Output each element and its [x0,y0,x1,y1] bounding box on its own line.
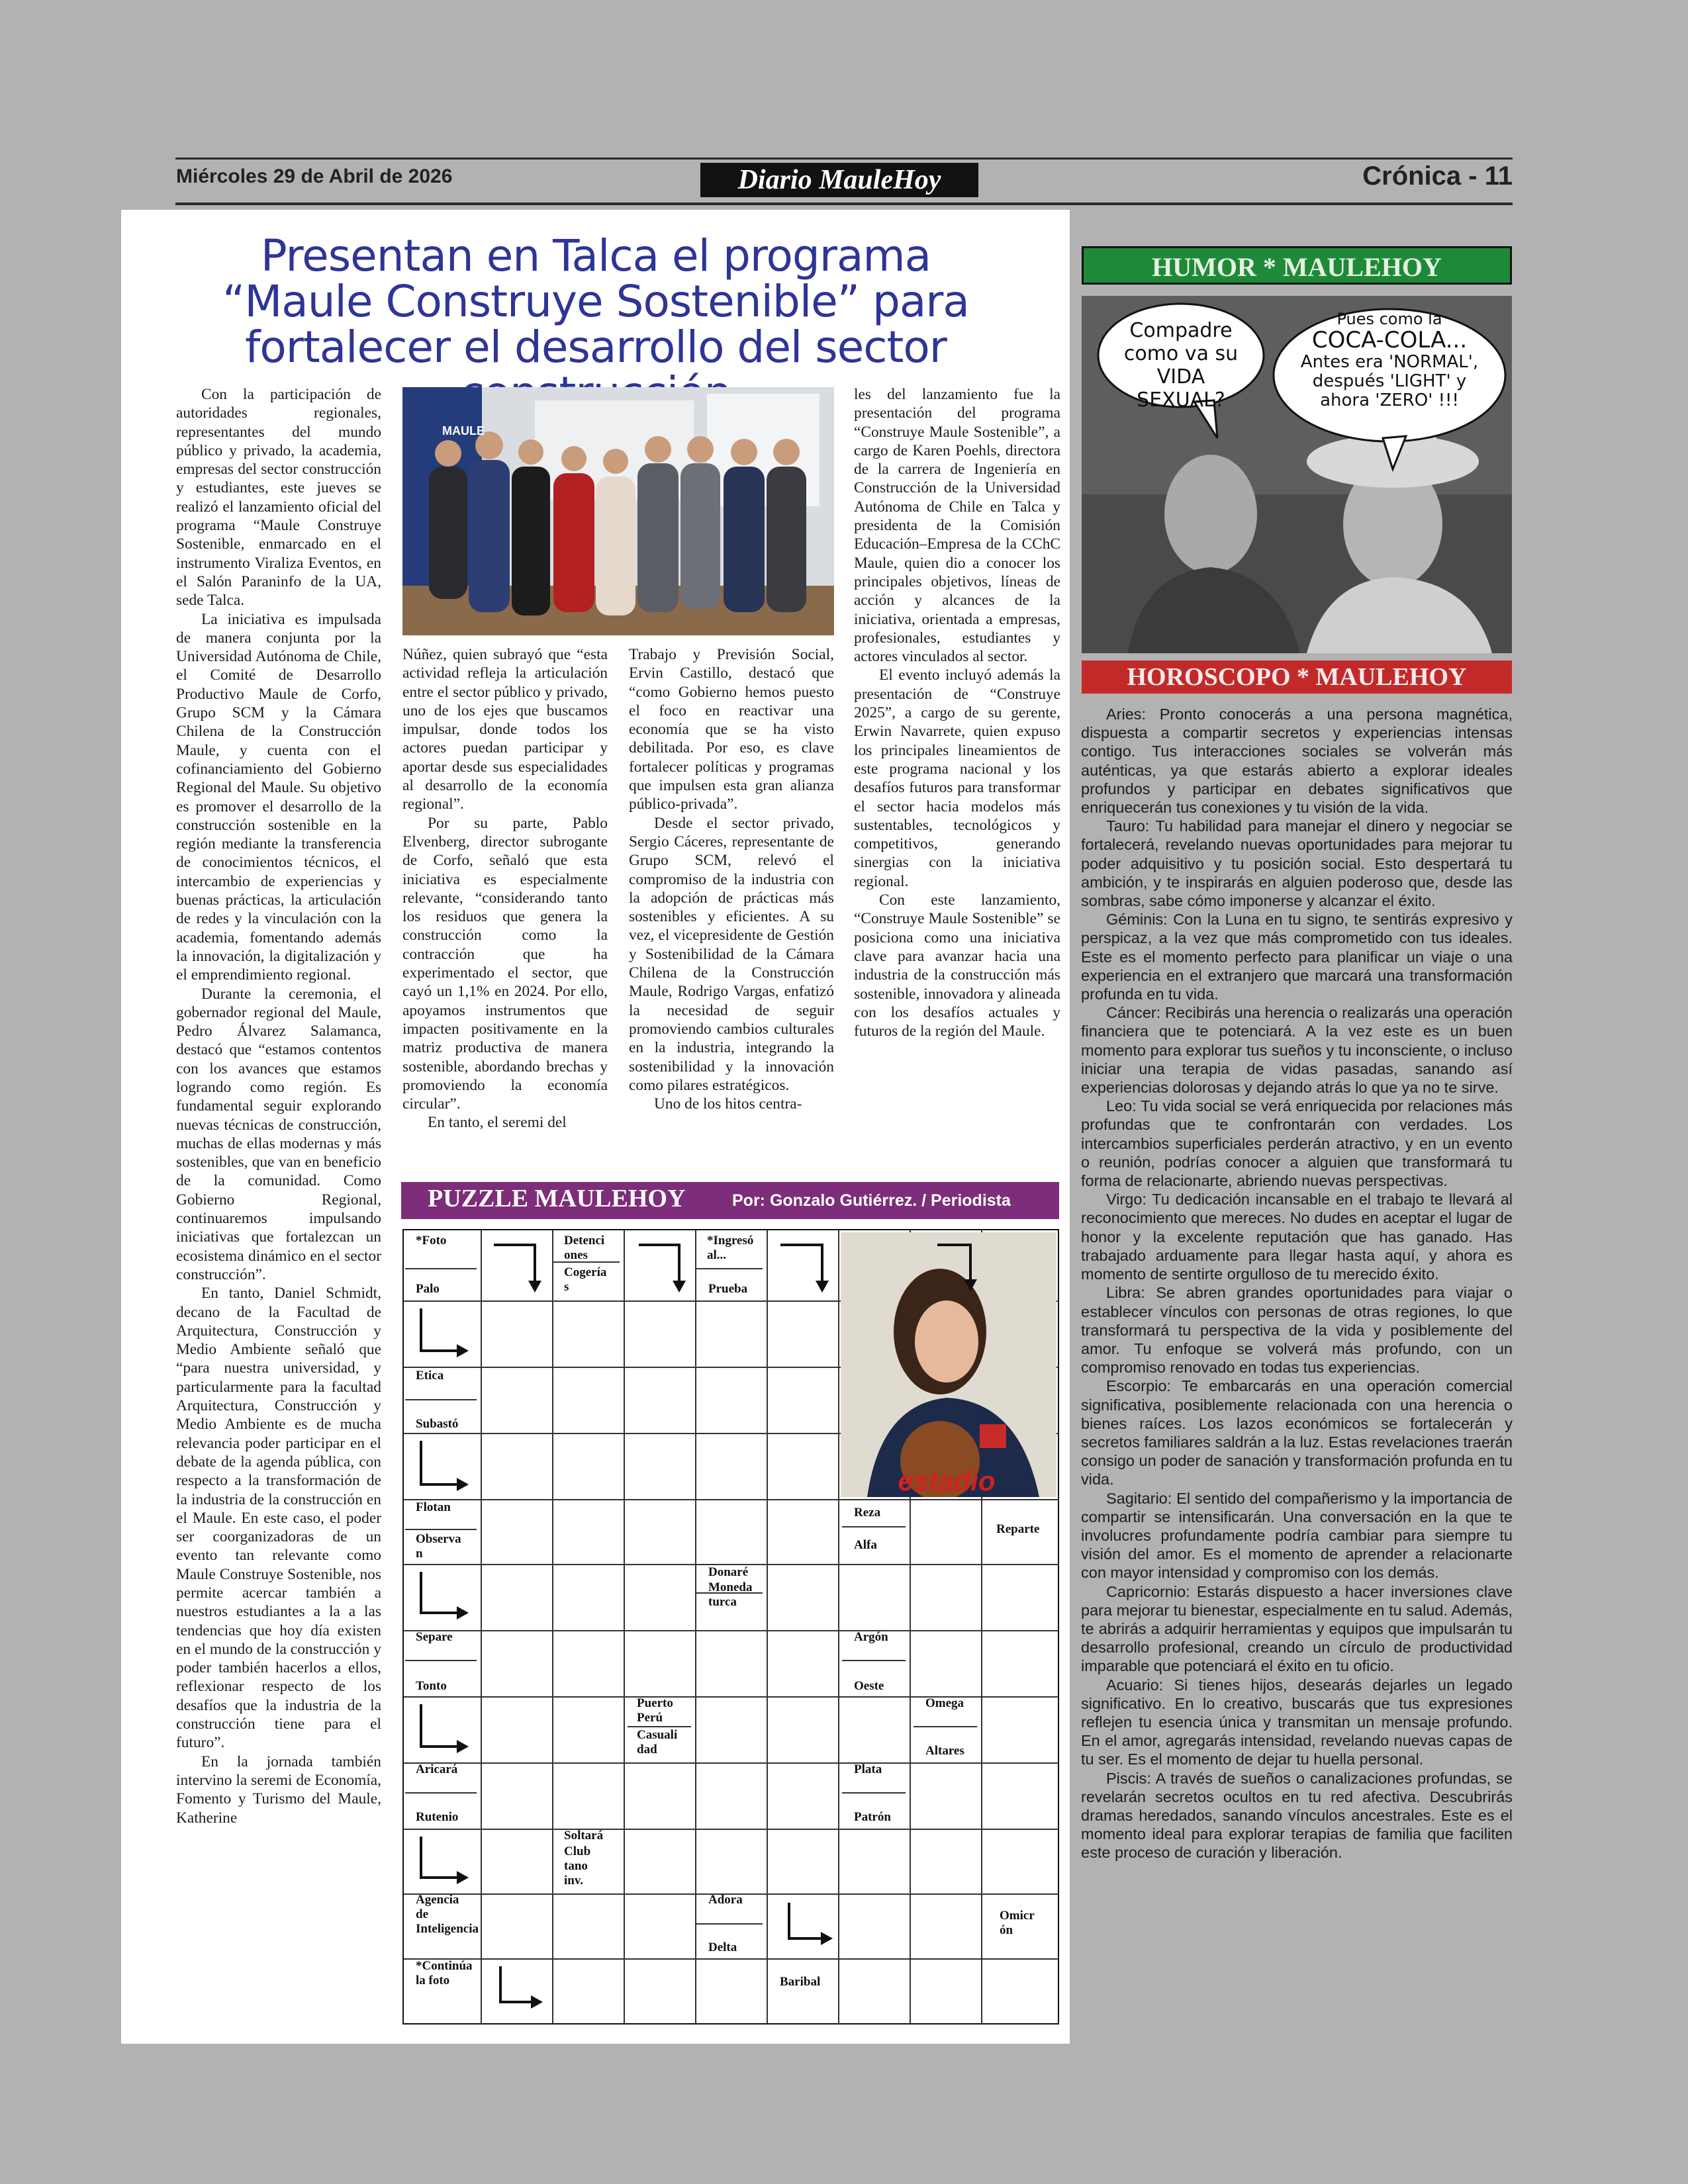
clue-palo: Palo [416,1282,440,1296]
clue-baribal: Baribal [780,1975,821,1989]
clue-aricara: Aricará [416,1762,458,1776]
paragraph: Uno de los hitos centra- [654,1095,802,1113]
horoscope-entry: Libra: Se abren grandes oportunidades para viajar o establecer vínculos con personas de otras regiones, lo que transformará tu perspectiva de la vida y posiblemente del amor. Tu enfoque se volverá más profundo, con un compromiso renovado en todas tus experiencias. [1081,1284,1513,1377]
horoscope-entry: Cáncer: Recibirás una herencia o realizarás una operación financiera que te potenciará. A la vez este es un buen momento para explorar tus sueños y tu inconsciente, o incluso iniciar una terapia de vidas pasadas, sanando así experiencias dolorosas y dejando atrás lo que ya no te sirve. [1081,1004,1513,1097]
horoscope-entry: Aries: Pronto conocerás a una persona magnética, dispuesta a compartir secretos y experiencias intensas contigo. Tus interacciones sociales se volverán más auténticas, ya que estarás abierto a explorar ideales profundos y participar en debates significativos que enriquecerán tus conexiones y tu visión de la vida. [1081,705,1513,817]
paragraph: Por su parte, Pablo Elvenberg, director subrogante de Corfo, señaló que esta iniciativa es especialmente relevante, “considerando tanto los residuos que genera la construcción como la contracción que ha experimentado el sector, que cayó un 1,1% en 2024. Por ello, apoyamos instrumentos que impacten positivamente en la matriz productiva de manera sostenible, abordando brechas y promoviendo la economía circular”. [402,814,608,1113]
paragraph: Con la participación de autoridades regionales, representantes del mundo público y privado, la academia, empresas del sector construcción y estudiantes, este jueves se realizó el lanzamiento oficial del programa “Maule Construye Sostenible, enmarcado en el instrumento Viraliza Eventos, en el Salón Paraninfo de la UA, sede Talca. [176,386,381,610]
horoscope-entry: Tauro: Tu habilidad para manejar el dinero y negociar se fortalecerá, revelando nuevas oportunidades para mejorar tu poder adquisitivo y tu posición social. Esto despertará tu ambición, y te inspirarás en alguien poderoso que, desde las sombras, sabe cómo imponerse y alcanzar el éxito. [1081,817,1513,910]
clue-etica: Etica [416,1369,444,1383]
cartoon-bubble-left: Compadre como va su VIDA SEXUAL? [1123,319,1239,412]
magazine-logo: estadio [898,1465,996,1496]
horoscope-entry: Virgo: Tu dedicación incansable en el trabajo te llevará al reconocimiento que mereces. No dudes en aceptar el lugar de honor y la excelente reputación que has ganado. Has trabajado arduamente para llegar hasta aquí, y ahora es momento de sentirte orgulloso de tu merecido éxito. [1081,1191,1513,1283]
header-top-rule [175,158,1513,159]
clue-argon: Argón [854,1630,888,1644]
header-date: Miércoles 29 de Abril de 2026 [176,165,453,187]
humor-cartoon [1082,296,1512,653]
paragraph: Durante la ceremonia, el gobernador regional del Maule, Pedro Álvarez Salamanca, destacó que “estamos contentos con los avances que estamos logrando como región. Es fundamental seguir explorando nuevas técnicas de construcción, muchas de ellas modernas y más sostenibles, que van en beneficio de la comunidad. Como Gobierno Regional, continuaremos impulsando iniciativas que fortalezcan un ecosistema dinámico en el sector construcción”. [176,985,381,1283]
clue-flotan: Flotan [416,1500,451,1514]
clue-plata: Plata [854,1762,882,1776]
clue-reza: Reza [854,1506,881,1520]
clue-omicron: Omicrón [1000,1909,1035,1937]
article-column-1 [176,385,381,1827]
clue-puerto-peru: Puerto Perú [637,1696,673,1725]
clue-separe: Separe [416,1630,453,1644]
puzzle-header-bar [401,1182,1059,1219]
clue-foto: *Foto [416,1234,447,1248]
clue-subasto: Subastó [416,1417,459,1431]
cartoon-bubble-right-line3: Antes era 'NORMAL', después 'LIGHT' y ahora 'ZERO' !!! [1300,352,1479,410]
horoscope-entry: Sagitario: El sentido del compañerismo y la importancia de compartir se intensificarán. Una conversación en la que te involucres profundamente podría cambiar para siempre tu visión del amor. Es el momento de aprender a relacionarte con mayor intensidad y compromiso con los demás. [1081,1489,1513,1582]
clue-moneda: Moneda turca [708,1580,753,1609]
clue-rutenio: Rutenio [416,1810,459,1824]
paragraph: El evento incluyó además la presentación de “Construye 2025”, a cargo de su gerente, Erwin Navarrete, quien expuso los principales lineamientos de este programa nacional y los desafíos futuros para transformar el sector hacia modelos más sustentables, tecnológicos y competitivos, generando sinergias con la iniciativa regional. [854,666,1060,890]
puzzle-title: PUZZLE MAULEHOY [428,1185,686,1212]
clue-tonto: Tonto [416,1679,447,1693]
clue-cogerias: Cogerías [564,1265,607,1294]
clue-soltara: Soltará [564,1829,604,1843]
paragraph: Núñez, quien subrayó que “esta actividad refleja la articulación entre el sector público y privado, uno de los ejes que buscamos impulsar, donde todos los actores puedan participar y aportar desde sus especialidades al desarrollo de la economía regional”. [402,646,608,813]
photo-banner-text: MAULE [442,424,485,437]
clue-donare: Donaré [708,1565,749,1579]
article-column-3 [629,645,834,1113]
horoscope-entry: Piscis: A través de sueños o canalizaciones profundas, se revelarán secretos ocultos en tu red afectiva. Descubrirás dramas heredados, sanando vínculos ancestrales. Este es el momento ideal para explorar terapias de familia que faciliten este proceso de curación y liberación. [1081,1769,1513,1862]
clue-omega: Omega [925,1696,964,1710]
paragraph: Desde el sector privado, Sergio Cáceres, representante de Grupo SCM, relevó el compromiso de la industria con la adopción de prácticas más sostenibles y eficientes. A su vez, el vicepresidente de Gestión y Sostenibilidad de la Cámara Chilena de la Construcción Maule, Rodrigo Vargas, enfatizó la necesidad de seguir promoviendo cambios culturales en la industria, integrando la sostenibilidad y la innovación como pilares estratégicos. [629,814,834,1094]
clue-observan: Observan [416,1532,461,1561]
clue-continua-foto: *Continúa la foto [416,1959,473,1987]
article-headline: Presentan en Talca el programa “Maule Construye Sostenible” para fortalecer el desarrollo del sector [222,230,969,373]
clue-altares: Altares [925,1744,964,1758]
article-column-2 [402,645,608,1132]
paragraph: En tanto, el seremi del [428,1114,567,1132]
clue-alfa: Alfa [854,1538,877,1552]
group-photo-illustration [402,387,834,635]
paragraph: Con este lanzamiento, “Construye Maule Sostenible” se posiciona como una iniciativa clave para avanzar hacia una industria de la construcción más sostenible, innovadora y alineada con los desafíos actuales y futuros de la región del Maule. [854,891,1060,1040]
clue-adora: Adora [708,1893,743,1907]
article-photo [402,387,834,635]
clue-detenciones: Detenciones [564,1234,605,1262]
horoscope-entry: Escorpio: Te embarcarás en una operación comercial significativa, posiblemente relacionada con una herencia o bienes raíces. Los lazos económicos se fortalecerán y secretos familiares saldrán a la luz. Estas revelaciones traerán consigo un poder de sanación y transformación profunda en tu vida. [1081,1377,1513,1488]
clue-reparte: Reparte [996,1522,1040,1536]
clue-oeste: Oeste [854,1679,884,1693]
horoscope-section-title: HOROSCOPO * MAULEHOY [1082,660,1512,694]
cartoon-bubble-right-line1: Pues como la [1336,310,1442,328]
clue-agencia: Agencia de Inteligencia [416,1893,479,1936]
paragraph: En la jornada también intervino la seremi de Economía, Fomento y Turismo del Maule, Katherine [176,1752,381,1827]
header-bottom-rule [175,203,1513,205]
clue-prueba: Prueba [708,1282,748,1296]
paragraph: Trabajo y Previsión Social, Ervin Castillo, destacó que “como Gobierno hemos puesto el foco en reactivar una economía que se ha visto debilitada. Por eso, es clave fortalecer políticas y programas que impulsen esta gran alianza público-privada”. [629,646,834,813]
article-column-4 [854,385,1060,1040]
masthead-logo: Diario MauleHoy [700,163,978,197]
horoscope-entry: Acuario: Si tienes hijos, desearás dejarles un legado significativo. En lo creativo, buscarás que tus expresiones reflejen tu esencia única y transmitan un mensaje profundo. En el amor, agregarás intensidad, revelando nuevas capas de tu ser. Es el momento de dejar tu huella personal. [1081,1676,1513,1768]
section-page-label: Crónica - 11 [1362,161,1513,191]
humor-section-title: HUMOR * MAULEHOY [1082,246,1512,285]
horoscope-entry: Capricornio: Estarás dispuesto a hacer inversiones clave para mejorar tu bienestar, especialmente en tu salud. Además, te abrirás a adquirir herramientas y equipos que impulsarán tu desarrollo profesional, creando un círculo de productividad imparable que potenciará el éxito en tu oficio. [1081,1582,1513,1675]
cartoon-bubble-right-line2: COCA-COLA... [1311,327,1468,353]
puzzle-byline: Por: Gonzalo Gutiérrez. / Periodista [732,1191,1011,1210]
horoscope-entry: Géminis: Con la Luna en tu signo, te sentirás expresivo y perspicaz, a la vez que más comprometido con tus ideales. Este es el momento perfecto para planificar un viaje o una experiencia en el extranjero que marcará una transformación profunda en tu vida. [1081,911,1513,1003]
clue-patron: Patrón [854,1810,891,1824]
clue-club-tano: Club tano inv. [564,1844,591,1888]
paragraph: les del lanzamiento fue la presentación del programa “Construye Maule Sostenible”, a cargo de Karen Poehls, directora de la carrera de Ingeniería en Construcción de la Universidad Autónoma de Chile en Talca y presidenta de la Comisión Educación–Empresa de la CChC Maule, quien dio a conocer los principales objetivos, líneas de acción y alcances de la iniciativa, orientada a empresas, profesionales, estudiantes y actores vinculados al sector. [854,386,1060,666]
paragraph: La iniciativa es impulsada de manera conjunta por la Universidad Autónoma de Chile, el Comité de Desarrollo Productivo Maule de Corfo, Grupo SCM y la Cámara Chilena de la Construcción Maule, y cuenta con el cofinanciamiento del Gobierno Regional del Maule. Su objetivo es promover el desarrollo de la construcción sostenible en la región mediante la transferencia de conocimientos técnicos, el intercambio de experiencias y buenas prácticas, la articulación de redes y la vinculación con la academia, fomentando además la innovación, la digitalización y el emprendimiento regional. [176,610,381,984]
paragraph: En tanto, Daniel Schmidt, decano de la Facultad de Arquitectura, Construcción y Medio Ambiente señaló que “para nuestra universidad, y particularmente para la facultad Arquitectura, Construcción y Medio Ambiente es de mucha relevancia poder participar en el debate de la agenda pública, con respecto a la transformación de la industria de la construcción en el Maule. En este caso, el poder ser coorganizadoras de un evento tan relevante como Maule Construye Sostenible, nos permite acercar también a nuestros estudiantes a la a las tendencias que hoy día existen en el mundo de la construcción y poder también hacerlos a ellos, reflexionar respecto de los desafíos que la industria de la construcción tiene para el futuro”. [176,1285,381,1752]
clue-delta: Delta [708,1940,737,1954]
horoscope-entry: Leo: Tu vida social se verá enriquecida por relaciones más profundas que te confrontarán con verdades. Los intercambios superficiales perderán atractivo, y en un evento o reunión, podrías conocer a alguien que transformará tu forma de relacionarte, abriendo nuevas perspectivas. [1081,1097,1513,1190]
horoscope-text [1081,705,1513,1862]
clue-ingreso: *Ingresó al... [707,1234,754,1262]
clue-casualidad: Casualidad [637,1728,678,1756]
